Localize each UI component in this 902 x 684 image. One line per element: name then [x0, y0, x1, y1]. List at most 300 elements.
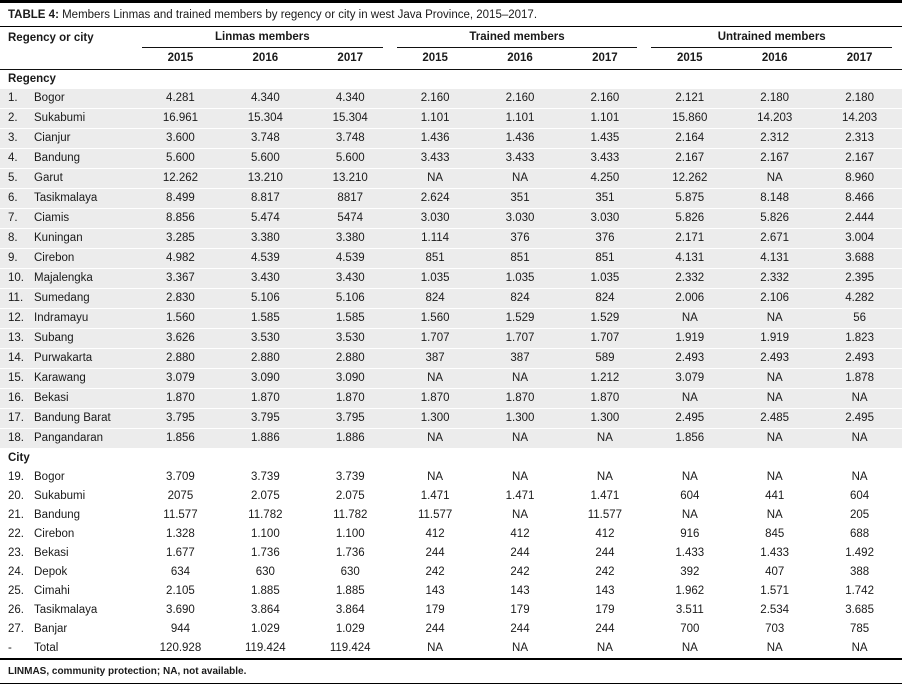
- section-header-row: [0, 70, 902, 90]
- value-cell: 3.380: [308, 229, 393, 249]
- value-cell: 1.571: [760, 585, 790, 597]
- value-cell: NA: [732, 369, 817, 389]
- row-name-cell: [0, 563, 138, 582]
- value-cell: 1.101: [478, 109, 563, 129]
- value-cell: NA: [478, 169, 563, 189]
- value-cell: 4.340: [308, 89, 393, 109]
- value-cell: 119.424: [223, 639, 308, 659]
- value-cell: NA: [562, 639, 647, 659]
- value-cell: 2.160: [562, 89, 647, 109]
- value-cell: 824: [393, 289, 478, 309]
- value-cell: 851: [562, 249, 647, 269]
- value-cell: 1.870: [223, 389, 308, 409]
- table-body: [0, 70, 902, 660]
- year-header-linmas-2017: 2017: [308, 48, 393, 70]
- value-cell: NA: [647, 389, 732, 409]
- row-name-cell: [0, 468, 138, 487]
- value-cell: 4.539: [308, 249, 393, 269]
- table-caption-label: TABLE 4:: [8, 9, 59, 21]
- value-cell: 1.870: [478, 389, 563, 409]
- value-cell: 242: [425, 566, 445, 578]
- value-cell: 824: [478, 289, 563, 309]
- value-cell: 1.870: [138, 389, 223, 409]
- row-number: 26.: [8, 604, 24, 616]
- row-number: 25.: [8, 585, 24, 597]
- value-cell: 1.962: [675, 585, 705, 597]
- section-label: City: [8, 452, 30, 464]
- value-cell: 3.795: [308, 409, 393, 429]
- row-number: 20.: [8, 490, 24, 502]
- row-number: 17.: [8, 412, 24, 424]
- row-name-cell: [0, 389, 138, 409]
- value-cell: 3.511: [675, 604, 704, 616]
- row-number: 13.: [8, 332, 24, 344]
- value-cell: 244: [425, 547, 445, 559]
- value-cell: 143: [425, 585, 445, 597]
- table-row: [0, 89, 902, 109]
- value-cell: 1.029: [335, 623, 365, 635]
- row-name-cell: [0, 506, 138, 525]
- year-header-untrained-2015: 2015: [647, 48, 732, 70]
- row-name-cell: [0, 525, 138, 544]
- row-name-cell: [0, 189, 138, 209]
- row-number: 19.: [8, 471, 24, 483]
- row-number: 9.: [8, 252, 18, 264]
- row-name-cell: [0, 620, 138, 639]
- value-cell: 412: [595, 528, 615, 540]
- group-header-trained-label: Trained members: [397, 31, 638, 48]
- value-cell: 4.281: [138, 89, 223, 109]
- value-cell: 2.167: [817, 149, 902, 169]
- value-cell: 1.300: [393, 409, 478, 429]
- value-cell: 8.817: [223, 189, 308, 209]
- value-cell: 2.395: [817, 269, 902, 289]
- value-cell: 1.707: [478, 329, 563, 349]
- value-cell: 2.180: [817, 89, 902, 109]
- value-cell: 1.870: [393, 389, 478, 409]
- group-header-row: [0, 27, 902, 48]
- value-cell: 1.101: [393, 109, 478, 129]
- value-cell: 244: [595, 547, 615, 559]
- row-region-name: Total: [34, 642, 59, 654]
- value-cell: 3.433: [562, 149, 647, 169]
- value-cell: 2.880: [308, 349, 393, 369]
- column-header-regency-or-city: Regency or city: [0, 27, 138, 70]
- row-name-cell: [0, 129, 138, 149]
- value-cell: 392: [680, 566, 700, 578]
- value-cell: 2.830: [138, 289, 223, 309]
- group-header-untrained-members: [647, 27, 902, 48]
- value-cell: 2.312: [732, 129, 817, 149]
- value-cell: 5.600: [308, 149, 393, 169]
- value-cell: 8.148: [732, 189, 817, 209]
- row-name-cell: [0, 487, 138, 506]
- row-region-name: Tasikmalaya: [34, 604, 98, 616]
- table-row: [0, 109, 902, 129]
- value-cell: 634: [170, 566, 191, 578]
- value-cell: 1.114: [393, 229, 478, 249]
- table-row: [0, 468, 902, 487]
- row-name-cell: [0, 289, 138, 309]
- value-cell: 5.600: [223, 149, 308, 169]
- year-header-untrained-2017: 2017: [817, 48, 902, 70]
- table-row: [0, 129, 902, 149]
- value-cell: 2.624: [393, 189, 478, 209]
- value-cell: NA: [732, 429, 817, 449]
- table-footnote: LINMAS, community protection; NA, not available.: [0, 660, 902, 684]
- row-region-name: Bandung Barat: [34, 412, 111, 424]
- value-cell: 2.493: [647, 349, 732, 369]
- value-cell: NA: [393, 429, 478, 449]
- value-cell: 2.006: [647, 289, 732, 309]
- value-cell: 11.782: [333, 509, 368, 521]
- value-cell: 1.029: [250, 623, 280, 635]
- value-cell: 1.433: [675, 547, 705, 559]
- value-cell: 351: [562, 189, 647, 209]
- value-cell: 244: [425, 623, 445, 635]
- value-cell: 3.430: [308, 269, 393, 289]
- row-region-name: Tasikmalaya: [34, 192, 98, 204]
- value-cell: 1.300: [562, 409, 647, 429]
- value-cell: 15.304: [308, 109, 393, 129]
- value-cell: 1.707: [562, 329, 647, 349]
- row-number: 12.: [8, 312, 24, 324]
- value-cell: 2.880: [223, 349, 308, 369]
- table-row: [0, 169, 902, 189]
- value-cell: NA: [732, 389, 817, 409]
- value-cell: 3.030: [478, 209, 563, 229]
- value-cell: 2.160: [478, 89, 563, 109]
- value-cell: 1.100: [250, 528, 280, 540]
- value-cell: 1.328: [166, 528, 195, 540]
- value-cell: 244: [595, 623, 615, 635]
- table-caption-text: Members Linmas and trained members by regency or city in west Java Province, 2015–2017.: [58, 9, 538, 21]
- row-name-cell: [0, 639, 138, 659]
- value-cell: 1.919: [647, 329, 732, 349]
- value-cell: NA: [562, 429, 647, 449]
- value-cell: 11.577: [587, 509, 623, 521]
- value-cell: 3.430: [223, 269, 308, 289]
- value-cell: NA: [478, 639, 563, 659]
- value-cell: NA: [732, 169, 817, 189]
- table-row: [0, 149, 902, 169]
- table-row: [0, 582, 902, 601]
- value-cell: 242: [510, 566, 530, 578]
- value-cell: 1.436: [393, 129, 478, 149]
- row-name-cell: [0, 369, 138, 389]
- data-table: [0, 27, 902, 660]
- value-cell: 851: [478, 249, 563, 269]
- value-cell: 1.035: [393, 269, 478, 289]
- value-cell: 1.035: [562, 269, 647, 289]
- value-cell: 3.367: [138, 269, 223, 289]
- row-name-cell: [0, 109, 138, 129]
- value-cell: 1.529: [562, 309, 647, 329]
- value-cell: 589: [562, 349, 647, 369]
- value-cell: 5.474: [223, 209, 308, 229]
- value-cell: 8.856: [138, 209, 223, 229]
- value-cell: 700: [680, 623, 700, 635]
- value-cell: 2.493: [732, 349, 817, 369]
- value-cell: 179: [425, 604, 445, 616]
- value-cell: 1.492: [845, 547, 874, 559]
- value-cell: 143: [510, 585, 530, 597]
- value-cell: 3.004: [817, 229, 902, 249]
- value-cell: 14.203: [817, 109, 902, 129]
- value-cell: 630: [340, 566, 360, 578]
- row-number: 16.: [8, 392, 24, 404]
- value-cell: 1.035: [478, 269, 563, 289]
- value-cell: 1.471: [420, 490, 450, 502]
- table-row: [0, 601, 902, 620]
- value-cell: 2075: [167, 490, 194, 502]
- value-cell: NA: [851, 471, 868, 483]
- row-name-cell: [0, 209, 138, 229]
- value-cell: 1.436: [478, 129, 563, 149]
- table-row: [0, 544, 902, 563]
- value-cell: 2.534: [760, 604, 790, 616]
- value-cell: 3.739: [335, 471, 365, 483]
- row-name-cell: [0, 89, 138, 109]
- value-cell: 1.212: [562, 369, 647, 389]
- row-region-name: Bandung: [34, 152, 81, 164]
- value-cell: 1.886: [308, 429, 393, 449]
- value-cell: NA: [681, 509, 698, 521]
- group-header-linmas-label: Linmas members: [142, 31, 383, 48]
- value-cell: 1.742: [845, 585, 874, 597]
- value-cell: 2.105: [166, 585, 195, 597]
- row-region-name: Pangandaran: [34, 432, 104, 444]
- row-region-name: Cirebon: [34, 528, 75, 540]
- value-cell: 441: [765, 490, 785, 502]
- value-cell: 824: [562, 289, 647, 309]
- value-cell: 2.180: [732, 89, 817, 109]
- value-cell: 845: [765, 528, 785, 540]
- row-number: 5.: [8, 172, 18, 184]
- value-cell: 3.748: [223, 129, 308, 149]
- row-region-name: Bogor: [34, 92, 65, 104]
- value-cell: 604: [680, 490, 700, 502]
- row-region-name: Ciamis: [34, 212, 70, 224]
- row-name-cell: [0, 544, 138, 563]
- value-cell: 4.131: [647, 249, 732, 269]
- table-header: [0, 27, 902, 70]
- year-header-linmas-2016: 2016: [223, 48, 308, 70]
- value-cell: 13.210: [223, 169, 308, 189]
- value-cell: 5.826: [732, 209, 817, 229]
- row-region-name: Kuningan: [34, 232, 83, 244]
- value-cell: 179: [595, 604, 615, 616]
- value-cell: 2.495: [647, 409, 732, 429]
- table-row: [0, 389, 902, 409]
- value-cell: 3.285: [138, 229, 223, 249]
- value-cell: NA: [647, 639, 732, 659]
- value-cell: 1.886: [223, 429, 308, 449]
- value-cell: 3.079: [647, 369, 732, 389]
- row-number: 18.: [8, 432, 24, 444]
- value-cell: 15.860: [647, 109, 732, 129]
- value-cell: 12.262: [647, 169, 732, 189]
- value-cell: 1.100: [335, 528, 365, 540]
- value-cell: 3.079: [138, 369, 223, 389]
- value-cell: 2.313: [817, 129, 902, 149]
- value-cell: 1.870: [308, 389, 393, 409]
- value-cell: 3.709: [166, 471, 195, 483]
- value-cell: 3.795: [138, 409, 223, 429]
- row-region-name: Bogor: [34, 471, 65, 483]
- value-cell: 1.736: [250, 547, 280, 559]
- value-cell: 703: [765, 623, 785, 635]
- value-cell: 1.433: [760, 547, 790, 559]
- row-name-cell: [0, 149, 138, 169]
- value-cell: 412: [425, 528, 445, 540]
- year-header-trained-2016: 2016: [478, 48, 563, 70]
- value-cell: NA: [732, 309, 817, 329]
- value-cell: 412: [510, 528, 530, 540]
- value-cell: 2.495: [817, 409, 902, 429]
- value-cell: 2.493: [817, 349, 902, 369]
- value-cell: 2.075: [250, 490, 280, 502]
- value-cell: 5.875: [647, 189, 732, 209]
- row-name-cell: [0, 269, 138, 289]
- row-region-name: Bekasi: [34, 392, 69, 404]
- value-cell: 143: [595, 585, 615, 597]
- value-cell: 1.560: [138, 309, 223, 329]
- value-cell: 2.121: [647, 89, 732, 109]
- row-region-name: Karawang: [34, 372, 86, 384]
- value-cell: 120.928: [138, 639, 223, 659]
- value-cell: 3.864: [250, 604, 280, 616]
- row-number: 6.: [8, 192, 18, 204]
- value-cell: NA: [478, 429, 563, 449]
- value-cell: 1.885: [335, 585, 365, 597]
- value-cell: 205: [849, 509, 870, 521]
- value-cell: 1.101: [562, 109, 647, 129]
- value-cell: 119.424: [308, 639, 393, 659]
- row-name-cell: [0, 601, 138, 620]
- value-cell: 2.164: [647, 129, 732, 149]
- value-cell: 1.435: [562, 129, 647, 149]
- row-region-name: Majalengka: [34, 272, 93, 284]
- value-cell: 1.870: [562, 389, 647, 409]
- value-cell: 3.433: [393, 149, 478, 169]
- value-cell: 16.961: [138, 109, 223, 129]
- table-row: [0, 309, 902, 329]
- table-row: [0, 506, 902, 525]
- row-region-name: Cirebon: [34, 252, 75, 264]
- row-region-name: Bandung: [34, 509, 81, 521]
- value-cell: 13.210: [308, 169, 393, 189]
- table-row: [0, 329, 902, 349]
- value-cell: 15.304: [223, 109, 308, 129]
- value-cell: NA: [817, 429, 902, 449]
- value-cell: 244: [510, 623, 530, 635]
- table-row: [0, 525, 902, 544]
- row-name-cell: [0, 229, 138, 249]
- row-number: 3.: [8, 132, 18, 144]
- value-cell: 4.340: [223, 89, 308, 109]
- value-cell: 3.433: [478, 149, 563, 169]
- value-cell: 3.030: [562, 209, 647, 229]
- row-region-name: Bekasi: [34, 547, 69, 559]
- table-row: [0, 249, 902, 269]
- table-row: [0, 487, 902, 506]
- value-cell: 5474: [308, 209, 393, 229]
- table-row: [0, 289, 902, 309]
- row-number: 2.: [8, 112, 18, 124]
- value-cell: 11.782: [248, 509, 283, 521]
- value-cell: NA: [512, 471, 528, 483]
- row-number: 21.: [8, 509, 24, 521]
- row-number: 23.: [8, 547, 24, 559]
- value-cell: 1.919: [732, 329, 817, 349]
- value-cell: 1.856: [138, 429, 223, 449]
- row-region-name: Purwakarta: [34, 352, 93, 364]
- value-cell: NA: [393, 639, 478, 659]
- value-cell: 376: [562, 229, 647, 249]
- row-name-cell: [0, 429, 138, 449]
- value-cell: NA: [732, 639, 817, 659]
- row-number: 22.: [8, 528, 24, 540]
- value-cell: 8.960: [817, 169, 902, 189]
- value-cell: 2.160: [393, 89, 478, 109]
- value-cell: 244: [510, 547, 530, 559]
- year-header-trained-2017: 2017: [562, 48, 647, 70]
- row-region-name: Garut: [34, 172, 63, 184]
- value-cell: 4.282: [817, 289, 902, 309]
- value-cell: 56: [817, 309, 902, 329]
- value-cell: NA: [393, 369, 478, 389]
- value-cell: NA: [478, 369, 563, 389]
- table-row: [0, 563, 902, 582]
- value-cell: 3.864: [335, 604, 365, 616]
- value-cell: 3.626: [138, 329, 223, 349]
- value-cell: 2.880: [138, 349, 223, 369]
- value-cell: NA: [512, 509, 528, 521]
- row-name-cell: [0, 409, 138, 429]
- value-cell: 3.748: [308, 129, 393, 149]
- value-cell: 3.090: [223, 369, 308, 389]
- row-number: 8.: [8, 232, 18, 244]
- table-row: [0, 229, 902, 249]
- value-cell: 3.030: [393, 209, 478, 229]
- value-cell: 1.471: [505, 490, 535, 502]
- value-cell: 604: [849, 490, 870, 502]
- row-region-name: Sukabumi: [34, 112, 86, 124]
- value-cell: 5.106: [308, 289, 393, 309]
- value-cell: 2.106: [732, 289, 817, 309]
- value-cell: 11.577: [417, 509, 453, 521]
- row-name-cell: [0, 349, 138, 369]
- value-cell: 5.600: [138, 149, 223, 169]
- table-row: [0, 369, 902, 389]
- row-name-cell: [0, 582, 138, 601]
- value-cell: 3.380: [223, 229, 308, 249]
- value-cell: NA: [817, 389, 902, 409]
- value-cell: 8.499: [138, 189, 223, 209]
- table-row: [0, 269, 902, 289]
- row-region-name: Sumedang: [34, 292, 90, 304]
- value-cell: 4.982: [138, 249, 223, 269]
- value-cell: NA: [393, 169, 478, 189]
- value-cell: 851: [393, 249, 478, 269]
- value-cell: NA: [766, 509, 783, 521]
- value-cell: 3.690: [166, 604, 195, 616]
- value-cell: 3.688: [817, 249, 902, 269]
- value-cell: 3.739: [250, 471, 280, 483]
- value-cell: 11.577: [163, 509, 198, 521]
- value-cell: 4.250: [562, 169, 647, 189]
